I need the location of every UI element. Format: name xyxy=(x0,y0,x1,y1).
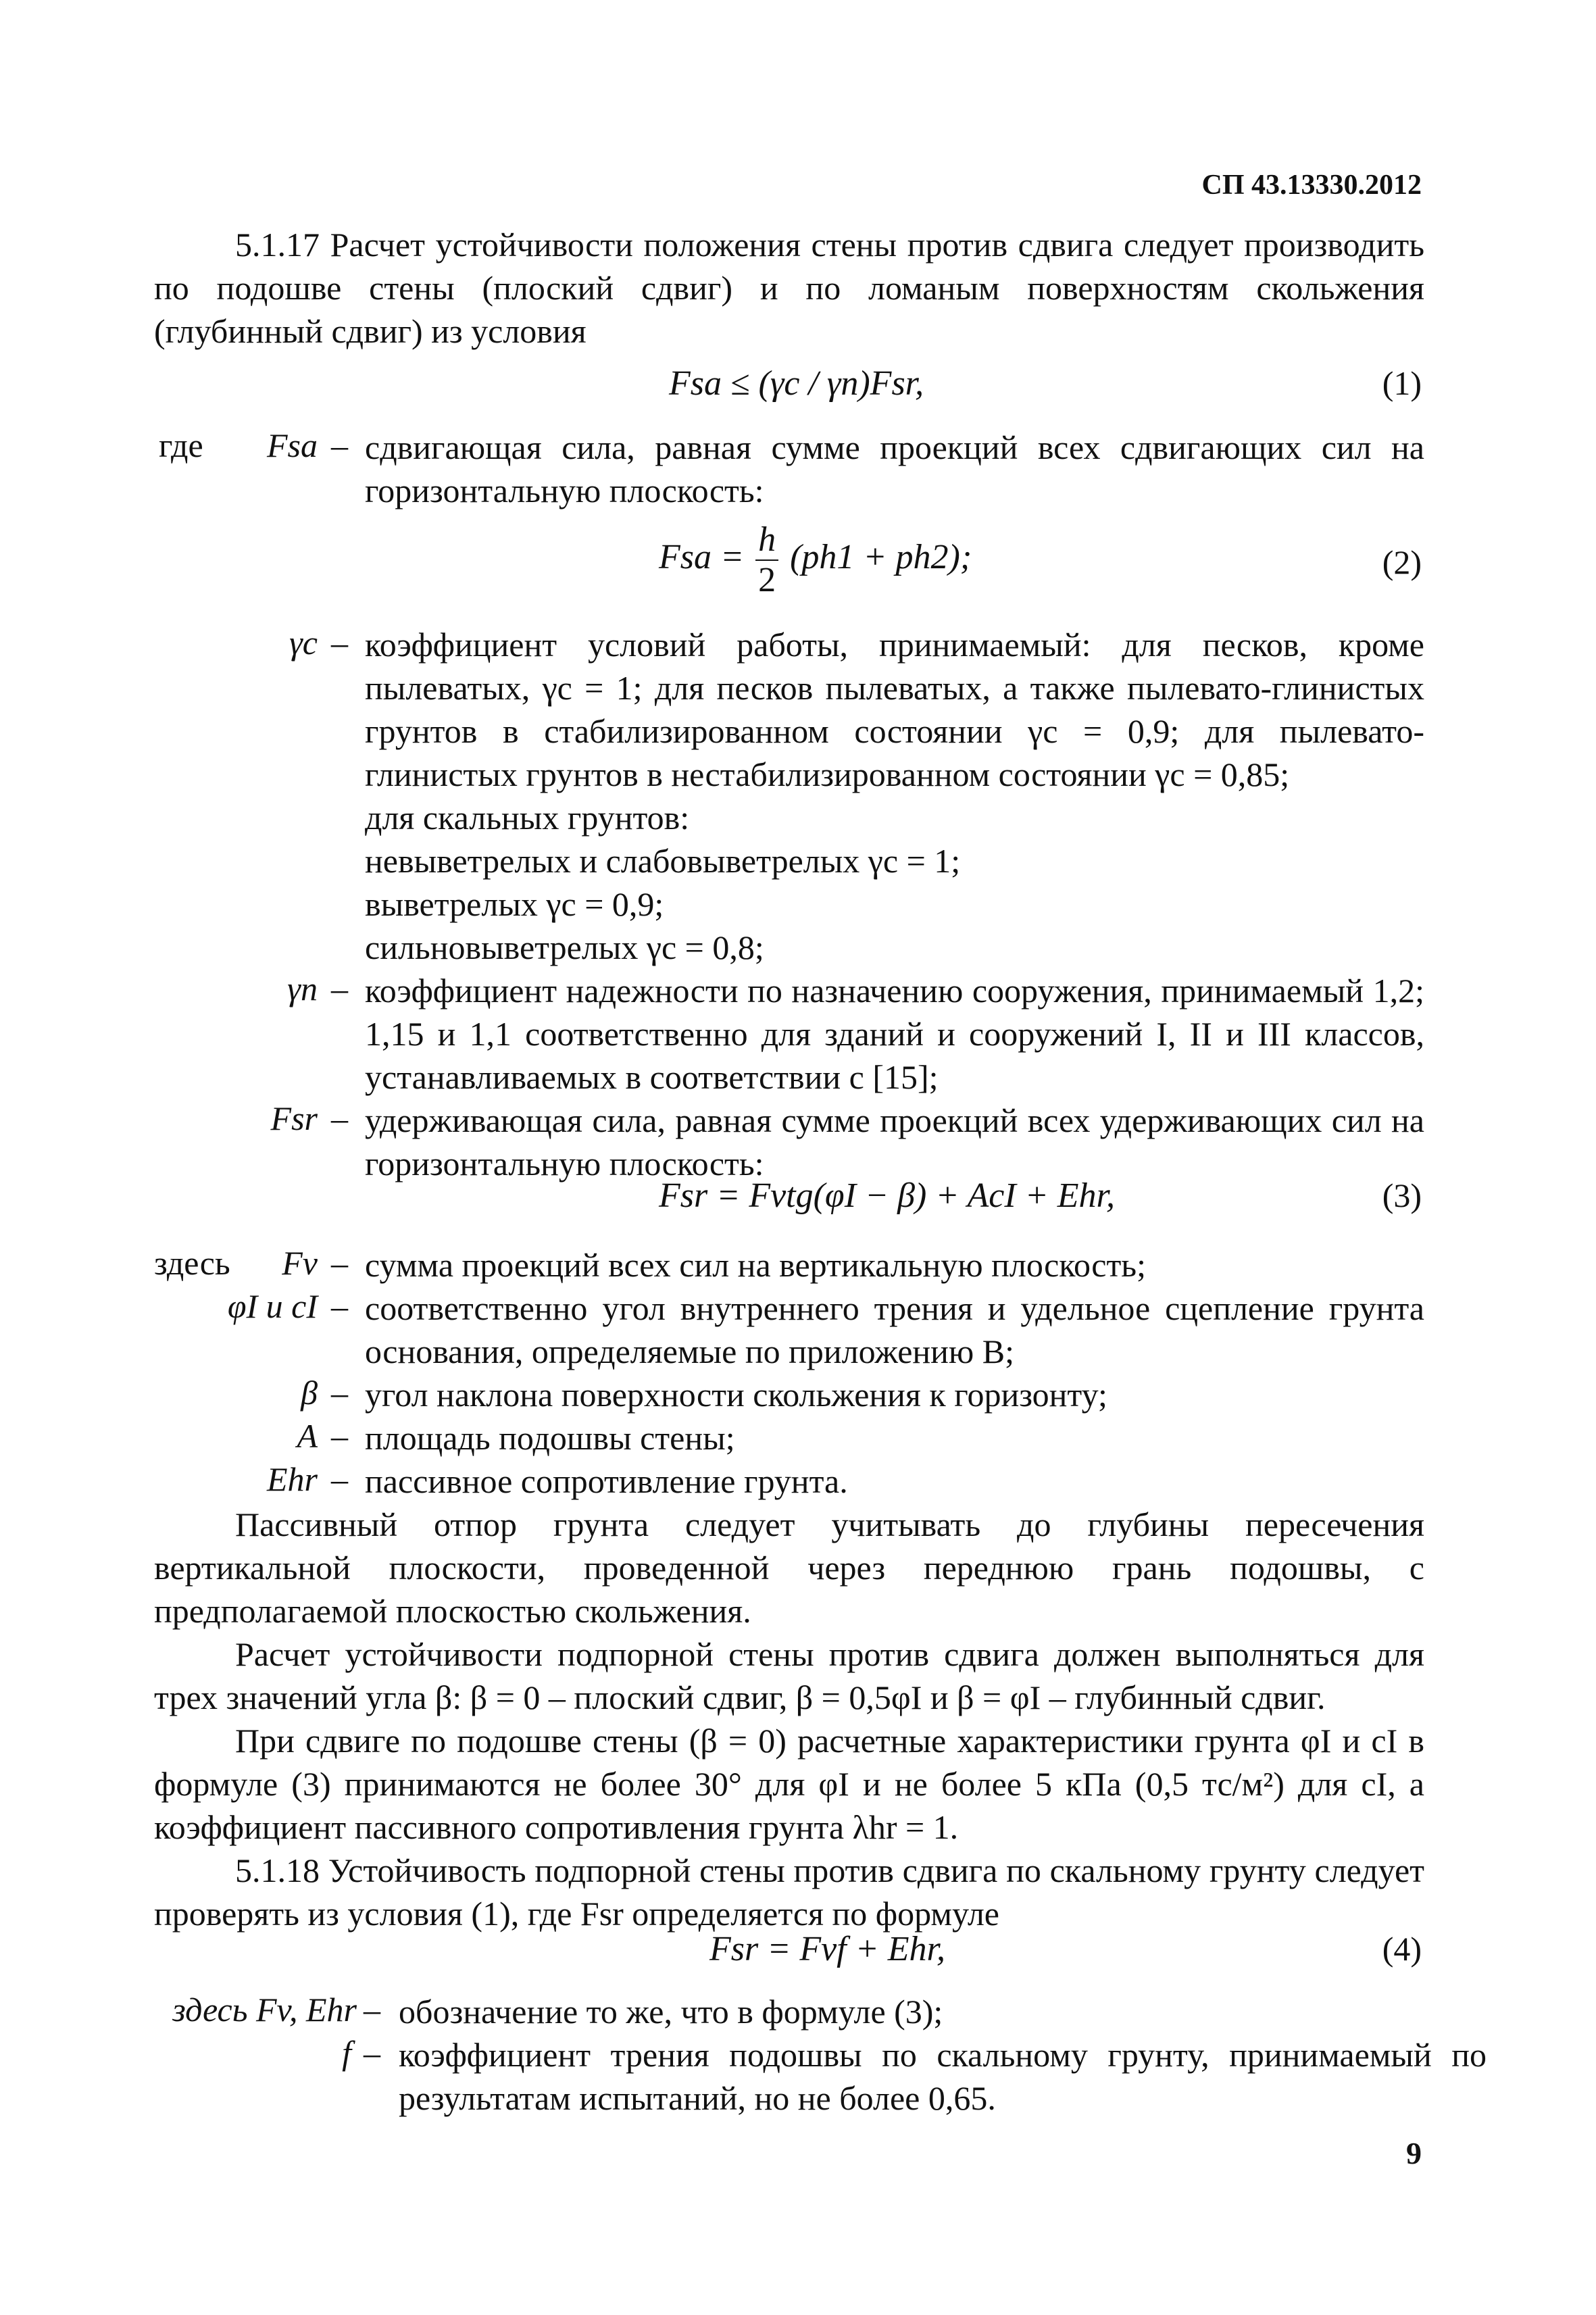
formula-2-denominator: 2 xyxy=(758,561,776,599)
rock-soils-item-2: выветрелых γc = 0,9; xyxy=(365,885,664,923)
definition-phi-c: соответственно угол внутреннего трения и удельное сцепление грунта основания, определяемые по приложению В; xyxy=(365,1289,1424,1370)
here-label: здесь xyxy=(154,1244,230,1282)
document-code-header: СП 43.13330.2012 xyxy=(1201,170,1422,201)
symbol-fsr: Fsr xyxy=(270,1099,318,1137)
formula-4-number: (4) xyxy=(1382,1930,1422,1968)
definition-fv: сумма проекций всех сил на вертикальную плоскость; xyxy=(365,1246,1147,1284)
symbol-gamma-n: γn xyxy=(287,970,318,1007)
dash: – xyxy=(331,1417,348,1455)
dash: – xyxy=(331,624,348,662)
definition-fv-ehr: обозначение то же, что в формуле (3); xyxy=(399,1993,943,2031)
dash: – xyxy=(331,1244,348,1282)
dash: – xyxy=(331,970,348,1007)
formula-2-fraction xyxy=(755,520,778,600)
symbol-beta: β xyxy=(301,1374,318,1412)
dash: – xyxy=(331,426,348,464)
formula-3: Fsr = Fvtg(φI − β) + AcI + Ehr, xyxy=(659,1176,1115,1215)
dash: – xyxy=(364,2034,380,2072)
formula-2 xyxy=(659,520,972,600)
symbol-fv-ehr: здесь Fv, Ehr xyxy=(172,1991,357,2028)
where-label: где xyxy=(159,426,203,464)
symbol-fv: Fv xyxy=(282,1244,318,1282)
definition-ehr: пассивное сопротивление грунта. xyxy=(365,1462,848,1500)
definition-f: коэффициент трения подошвы по скальному грунту, принимаемый по результатам испытаний, но не более 0,65. xyxy=(399,2036,1487,2117)
dash: – xyxy=(331,1460,348,1498)
symbol-fsa: Fsa xyxy=(267,426,318,464)
definition-beta: угол наклона поверхности скольжения к горизонту; xyxy=(365,1376,1107,1414)
formula-1-number: (1) xyxy=(1382,364,1422,402)
definition-fsa: сдвигающая сила, равная сумме проекций всех сдвигающих сил на горизонтальную плоскость: xyxy=(365,428,1424,509)
definition-a: площадь подошвы стены; xyxy=(365,1419,735,1457)
paragraph-5-1-17: 5.1.17 Расчет устойчивости положения стены против сдвига следует производить по подошве стены (плоский сдвиг) и по ломаным поверхностям скольжения (глубинный сдвиг) из условия xyxy=(154,226,1424,350)
dash: – xyxy=(331,1287,348,1325)
paragraph-passive-resistance: Пассивный отпор грунта следует учитывать до глубины пересечения вертикальной плоскости, проведенной через переднюю грань подошвы, с предполагаемой плоскостью скольжения. xyxy=(154,1505,1424,1630)
formula-3-number: (3) xyxy=(1382,1176,1422,1214)
definition-gamma-n: коэффициент надежности по назначению сооружения, принимаемый 1,2; 1,15 и 1,1 соответственно для зданий и сооружений I, II и III классов, устанавливаемых в соответствии с [15]; xyxy=(365,972,1424,1096)
dash: – xyxy=(364,1991,380,2028)
page-number: 9 xyxy=(1406,2136,1422,2170)
paragraph-sole-shear: При сдвиге по подошве стены (β = 0) расчетные характеристики грунта φI и cI в формуле (3) принимаются не более 30° для φI и не более 5 кПа (0,5 тс/м²) для cI, а коэффициент пассивного сопротивления грунта λhr = 1. xyxy=(154,1722,1424,1846)
dash: – xyxy=(331,1099,348,1137)
rock-soils-title: для скальных грунтов: xyxy=(365,799,690,837)
symbol-f: f xyxy=(342,2034,351,2072)
symbol-a: A xyxy=(297,1417,318,1455)
rock-soils-item-3: сильновыветрелых γc = 0,8; xyxy=(365,928,764,966)
formula-2-rhs: (ph1 + ph2); xyxy=(790,537,972,576)
symbol-phi-c: φI и cI xyxy=(227,1287,318,1325)
formula-2-lhs: Fsa = xyxy=(659,537,745,576)
rock-soils-item-1: невыветрелых и слабовыветрелых γc = 1; xyxy=(365,842,961,880)
formula-2-number: (2) xyxy=(1382,543,1422,581)
formula-1: Fsa ≤ (γc / γn)Fsr, xyxy=(669,364,924,403)
symbol-gamma-c: γc xyxy=(289,624,318,662)
dash: – xyxy=(331,1374,348,1412)
symbol-ehr: Ehr xyxy=(267,1460,318,1498)
definition-gamma-c: коэффициент условий работы, принимаемый: для песков, кроме пылеватых, γc = 1; для песков пылеватых, а также пылевато-глинистых грунтов в стабилизированном состоянии γc = 0,9; для пылевато-глинистых грунтов в нестабилизированном состоянии γc = 0,85; xyxy=(365,626,1424,793)
formula-4: Fsr = Fvf + Ehr, xyxy=(709,1930,945,1968)
definition-fsr: удерживающая сила, равная сумме проекций всех удерживающих сил на горизонтальную плоскость: xyxy=(365,1101,1424,1183)
paragraph-5-1-18: 5.1.18 Устойчивость подпорной стены против сдвига по скальному грунту следует проверять из условия (1), где Fsr определяется по формуле xyxy=(154,1851,1424,1933)
formula-2-numerator: h xyxy=(755,520,778,561)
paragraph-three-angles: Расчет устойчивости подпорной стены против сдвига должен выполняться для трех значений угла β: β = 0 – плоский сдвиг, β = 0,5φI и β = φI – глубинный сдвиг. xyxy=(154,1635,1424,1716)
